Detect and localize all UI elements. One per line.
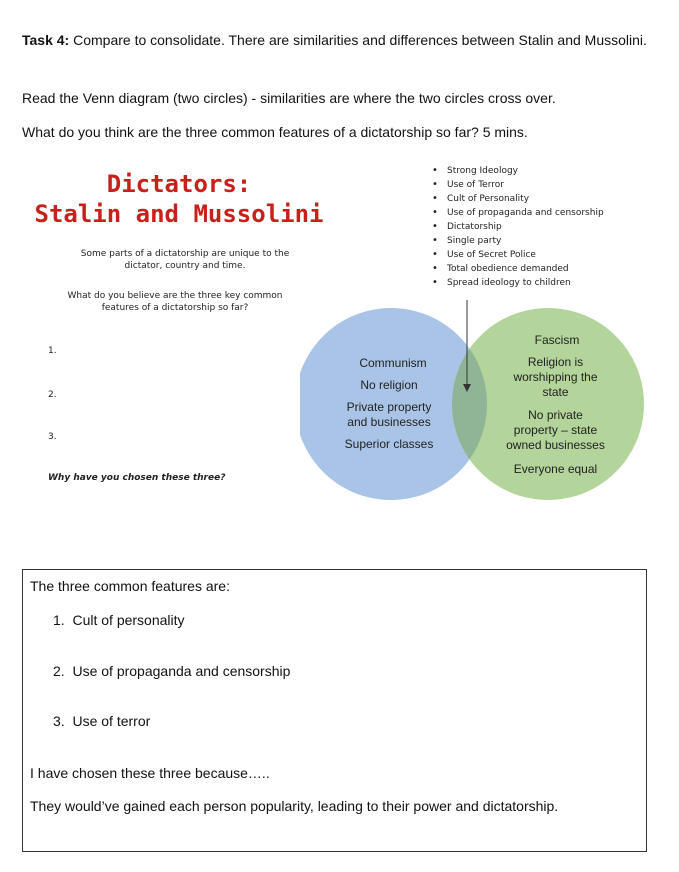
fascism-item-1-line2: worshipping the — [513, 370, 598, 384]
bullet-item: • Strong Ideology — [432, 164, 604, 178]
question-instruction: What do you think are the three common features of a dictatorship so far? 5 mins. — [22, 124, 528, 140]
task-instructions — [22, 31, 662, 50]
answer-heading: The three common features are: — [30, 578, 230, 594]
question-line1: What do you believe are the three key common — [67, 291, 283, 301]
worksheet-note — [40, 248, 330, 272]
bullet-item: • Use of Terror — [432, 178, 604, 192]
answer-item-1-number: 1. — [53, 612, 65, 628]
fascism-item-1-line1: Religion is — [527, 355, 584, 369]
bullet-item: • Total obedience demanded — [432, 262, 604, 276]
bullet-item: • Cult of Personality — [432, 192, 604, 206]
fascism-item-1-line3: state — [542, 385, 569, 399]
answer-item-3 — [53, 713, 150, 729]
fascism-item-2-line1: No private — [528, 408, 583, 422]
question-line2: features of a dictatorship so far? — [101, 303, 249, 313]
fascism-item-2-line3: owned businesses — [506, 438, 605, 452]
answer-item-3-text: Use of terror — [72, 713, 151, 729]
note-line1: Some parts of a dictatorship are unique to the — [80, 249, 290, 259]
fascism-item-3: Everyone equal — [513, 462, 598, 476]
answer-item-1 — [53, 612, 185, 628]
features-bullet-list — [432, 164, 604, 290]
answer-item-2-number: 2. — [53, 663, 65, 679]
communism-item-1: No religion — [360, 378, 418, 392]
communism-item-3: Superior classes — [344, 437, 434, 451]
fascism-title: Fascism — [534, 333, 580, 347]
task-label: Task 4: — [22, 32, 70, 48]
bullet-item: • Use of Secret Police — [432, 248, 604, 262]
communism-title: Communism — [359, 356, 427, 370]
bullet-item: • Dictatorship — [432, 220, 604, 234]
worksheet-why: Why have you chosen these three? — [48, 473, 226, 483]
bullet-item: • Single party — [432, 234, 604, 248]
fascism-item-2-line2: property – state — [513, 423, 598, 437]
because-label: I have chosen these three because….. — [30, 765, 270, 781]
worksheet-title-line2: Stalin and Mussolini — [34, 200, 324, 228]
worksheet-number-1: 1. — [48, 346, 57, 356]
fascism-item-1 — [498, 355, 613, 400]
worksheet-number-3: 3. — [48, 432, 57, 442]
bullet-item: • Spread ideology to children — [432, 276, 604, 290]
task-text: Compare to consolidate. There are similarities and differences between Stalin and Mussolini. — [69, 32, 647, 48]
communism-item-2-line1: Private property — [346, 400, 432, 414]
communism-item-2-line2: and businesses — [347, 415, 431, 429]
because-text: They would’ve gained each person popularity, leading to their power and dictatorship. — [30, 798, 559, 814]
answer-item-3-number: 3. — [53, 713, 65, 729]
answer-item-2 — [53, 663, 290, 679]
worksheet-question — [30, 290, 320, 314]
fascism-item-2 — [498, 408, 613, 453]
answer-item-1-text: Cult of personality — [72, 612, 185, 628]
venn-instruction: Read the Venn diagram (two circles) - similarities are where the two circles cross over. — [22, 90, 556, 106]
bullet-item: • Use of propaganda and censorship — [432, 206, 604, 220]
worksheet-number-2: 2. — [48, 390, 57, 400]
communism-item-2 — [334, 400, 444, 430]
answer-item-2-text: Use of propaganda and censorship — [72, 663, 291, 679]
worksheet-title-line1: Dictators: — [106, 170, 252, 198]
note-line2: dictator, country and time. — [124, 261, 246, 271]
